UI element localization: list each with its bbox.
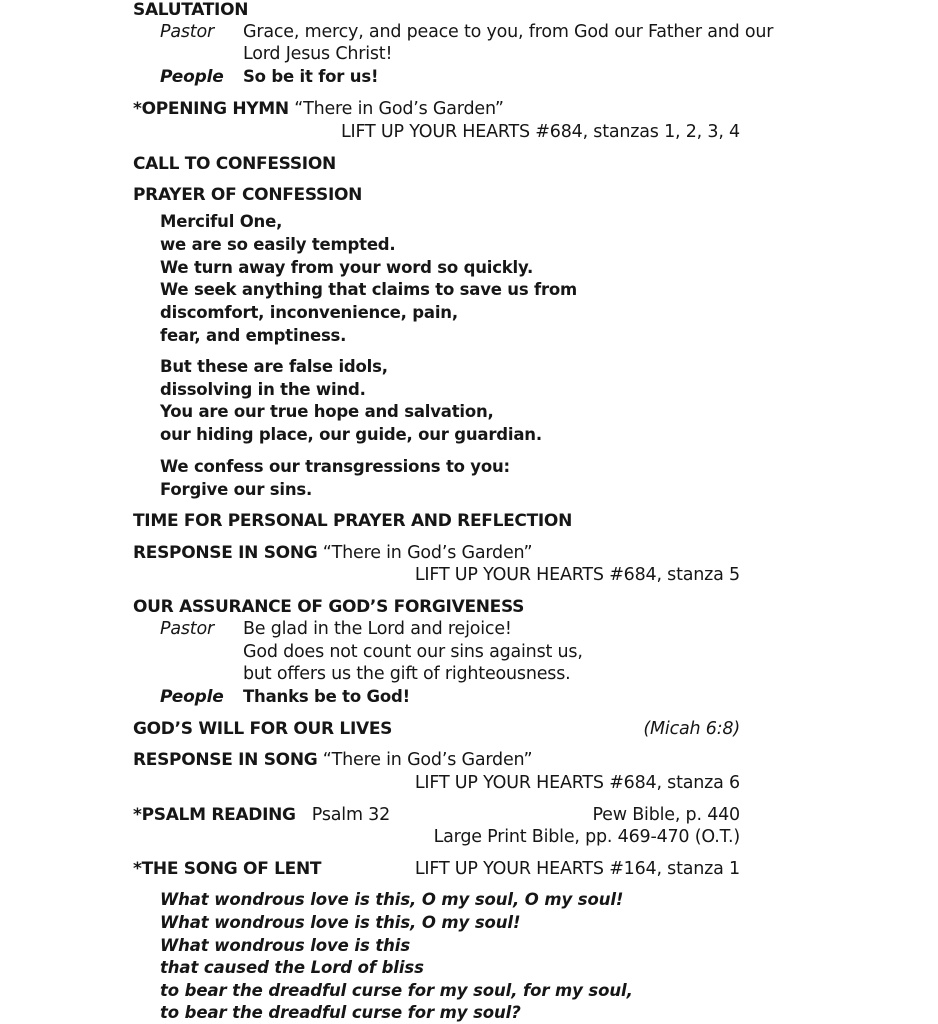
lyric-line: to bear the dreadful curse for my soul?	[160, 1003, 521, 1022]
response-song-heading: RESPONSE IN SONG	[133, 750, 318, 770]
prayer-line: But these are false idols,	[160, 357, 388, 376]
opening-hymn-title: “There in God’s Garden”	[294, 99, 504, 119]
personal-prayer-heading: TIME FOR PERSONAL PRAYER AND REFLECTION	[133, 511, 572, 531]
response-song-heading: RESPONSE IN SONG	[133, 543, 318, 563]
salutation-people-line: So be it for us!	[243, 67, 379, 86]
psalm-reading-psalm: Psalm 32	[311, 805, 391, 825]
psalm-reading-heading: *PSALM READING	[133, 805, 296, 825]
response-song-title: “There in God’s Garden”	[322, 750, 533, 770]
prayer-line: We confess our transgressions to you:	[160, 457, 510, 476]
response-song-title: “There in God’s Garden”	[322, 543, 533, 563]
psalm-reference-large-print: Large Print Bible, pp. 469-470 (O.T.)	[433, 827, 740, 847]
lyric-line: What wondrous love is this, O my soul, O my soul!	[160, 890, 624, 909]
prayer-line: dissolving in the wind.	[160, 380, 366, 399]
lyric-line: What wondrous love is this	[160, 936, 411, 955]
people-label: People	[160, 67, 224, 87]
assurance-heading: OUR ASSURANCE OF GOD’S FORGIVENESS	[133, 597, 525, 617]
assurance-pastor-line: God does not count our sins against us,	[243, 642, 583, 662]
prayer-of-confession-heading: PRAYER OF CONFESSION	[133, 185, 363, 205]
prayer-line: fear, and emptiness.	[160, 326, 347, 345]
assurance-people-line: Thanks be to God!	[243, 687, 410, 706]
prayer-line: discomfort, inconvenience, pain,	[160, 303, 458, 322]
gods-will-heading: GOD’S WILL FOR OUR LIVES	[133, 719, 393, 739]
psalm-reading	[133, 804, 390, 826]
people-label: People	[160, 687, 224, 707]
prayer-line: Merciful One,	[160, 212, 283, 231]
prayer-line: we are so easily tempted.	[160, 235, 396, 254]
prayer-line: We turn away from your word so quickly.	[160, 258, 534, 277]
assurance-pastor-line: but offers us the gift of righteousness.	[243, 664, 571, 684]
assurance-pastor-line: Be glad in the Lord and rejoice!	[243, 619, 512, 639]
prayer-line: We seek anything that claims to save us from	[160, 280, 578, 299]
prayer-line: Forgive our sins.	[160, 480, 313, 499]
opening-hymn-reference: LIFT UP YOUR HEARTS #684, stanzas 1, 2, 3, 4	[340, 122, 740, 142]
salutation-pastor-line: Lord Jesus Christ!	[243, 44, 393, 64]
opening-hymn-heading: *OPENING HYMN	[133, 99, 289, 119]
song-of-lent-heading: *THE SONG OF LENT	[133, 859, 322, 879]
salutation-pastor-line: Grace, mercy, and peace to you, from God our Father and our	[243, 22, 774, 42]
prayer-line: our hiding place, our guide, our guardian.	[160, 425, 542, 444]
lyric-line: that caused the Lord of bliss	[160, 958, 424, 977]
lyric-line: What wondrous love is this, O my soul!	[160, 913, 521, 932]
pastor-label: Pastor	[160, 22, 214, 42]
call-to-confession-heading: CALL TO CONFESSION	[133, 154, 336, 174]
lyric-line: to bear the dreadful curse for my soul, for my soul,	[160, 981, 633, 1000]
salutation-heading: SALUTATION	[133, 0, 249, 20]
response-song-1	[133, 542, 532, 564]
pastor-label: Pastor	[160, 619, 214, 639]
opening-hymn	[133, 98, 504, 120]
prayer-line: You are our true hope and salvation,	[160, 402, 494, 421]
psalm-reference-pew: Pew Bible, p. 440	[592, 805, 740, 825]
response-song-2	[133, 749, 532, 771]
song-of-lent-reference: LIFT UP YOUR HEARTS #164, stanza 1	[414, 859, 740, 879]
gods-will-reference: (Micah 6:8)	[643, 719, 740, 739]
response-song-1-reference: LIFT UP YOUR HEARTS #684, stanza 5	[414, 565, 740, 585]
response-song-2-reference: LIFT UP YOUR HEARTS #684, stanza 6	[414, 773, 740, 793]
